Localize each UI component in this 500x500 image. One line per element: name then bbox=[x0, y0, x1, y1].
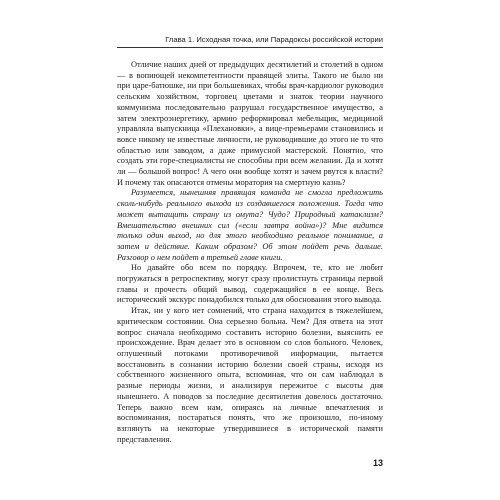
page-number: 13 bbox=[372, 458, 383, 468]
paragraph-4: Итак, ни у кого нет сомнений, что страна находится в тяжелейшем, критическом состоянии. Она серьезно больна. Чем? Для ответа на этот вопрос сначала необходимо составить историю болезни, выяснить ее происхождение. Врач делает это в основном со слов больного. Человек, оглушенный потоками противоречивой информации, пытается восстановить в сознании историю болезни своей страны, исходя из собственного жизненного опыта, вспоминая, что он сам наблюдал в разные периоды жизни, и анализируя пережитое с высоты дня нынешнего. А поводов за последние десятилетия довелось достаточно. Теперь важно всем нам, опираясь на личные впечатления и воспоминания, постараться понять, что же произошло, по-иному взглянуть на некоторые утвердившиеся в исторической памяти представления. bbox=[117, 306, 383, 444]
paragraph-1: Отличие наших дней от предыдущих десятилетий и столетий в одном — в вопиющей некомпетентности правящей элиты. Такого не было ни при царе-батюшке, ни при большевиках, чтобы врач-кардиолог руководил сельским хозяйством, торговец цветами и знаток теории научного коммунизма последовательно разрушал государственное имущество, а затем электроэнергетику, армию реформировал мебельщик, медициной управляла выпускница «Плехановки», а вице-премьерами становились и вовсе никому не известные личности, не руководившие до этого не то что областью или заводом, а даже примусной мастерской. Понятно, что создать эти горе-специалисты не способны при всем желании. Да и хотят ли — большой вопрос! А чего они вообще хотят и зачем рвутся к власти? И почему так опасаются отмены моратория на смертную казнь? bbox=[117, 60, 383, 187]
paragraph-2: Разумеется, нынешняя правящая команда не смогла предложить сколь-нибудь реального выхода из создавшегося положения. Тогда что может вытащить страну из омута? Чудо? Природный катаклизм? Вмешательство внешних сил («если завтра война»)? Мне видится только один выход, но для этого необходимо реальное понимание, а затем и действие. Каким образом? Об этом пойдет речь дальше. Разговор о нем пойдет в третьей главе книги. bbox=[117, 188, 383, 262]
book-page bbox=[105, 20, 395, 482]
paragraph-3: Но давайте обо всем по порядку. Впрочем, те, кто не любит погружаться в ретроспективу, могут сразу пролистнуть страницы первой главы и прочесть общий вывод, содержащийся в ее конце. Весь исторический экскурс понадобился только для обоснования этого вывода. bbox=[117, 263, 383, 305]
running-header: Глава 1. Исходная точка, или Парадоксы российской истории bbox=[117, 35, 383, 48]
body-text bbox=[117, 60, 383, 445]
